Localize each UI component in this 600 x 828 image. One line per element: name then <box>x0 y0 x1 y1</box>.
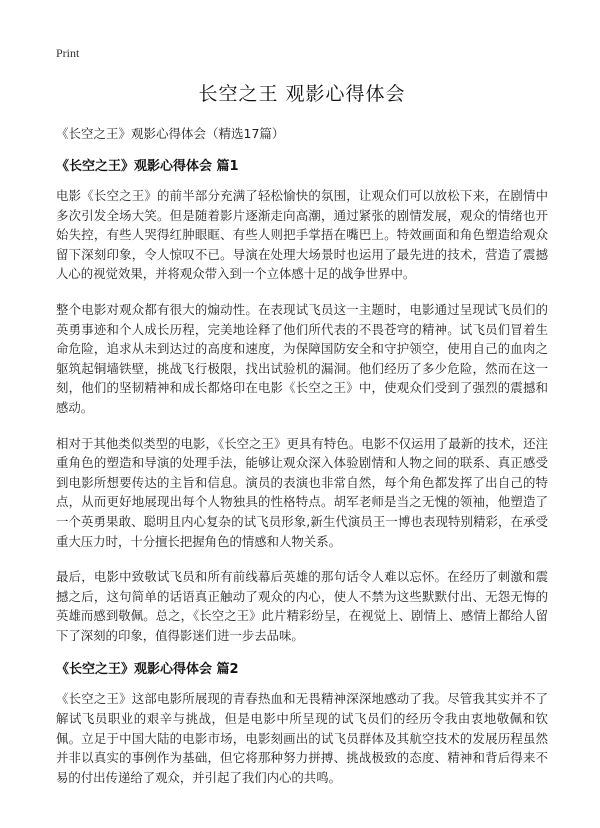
paragraph: 电影《长空之王》的前半部分充满了轻松愉快的氛围，让观众们可以放松下来，在剧情中多次引发全场大笑。但是随着影片逐渐走向高潮，通过紧张的剧情发展，观众的情绪也开始失控，有些人哭得红肿眼眶、有些人则把手掌捂在嘴巴上。特效画面和角色塑造给观众留下深刻印象，令人惊叹不已。导演在处理大场景时也运用了最先进的技术，营造了震撼人心的视觉效果，并将观众带入到一个立体感十足的战争世界中。 <box>56 188 548 282</box>
section-heading: 《长空之王》观影心得体会 篇1 <box>56 159 239 174</box>
section-2 <box>56 661 548 787</box>
section-1 <box>56 158 548 645</box>
page-title: 长空之王 观影心得体会 <box>198 83 406 105</box>
paragraph: 整个电影对观众都有很大的煽动性。在表现试飞员这一主题时，电影通过呈现试飞员们的英勇事迹和个人成长历程，完美地诠释了他们所代表的不畏苍穹的精神。试飞员们冒着生命危险，追求从未到达过的高度和速度，为保障国防安全和守护领空，使用自己的血肉之躯筑起铜墙铁壁，挑战飞行极限，找出试验机的漏洞。他们经历了多少危险，然而在这一刻，他们的坚韧精神和成长都烙印在电影《长空之王》中，使观众们受到了强烈的震撼和感动。 <box>56 301 548 415</box>
paragraph: 《长空之王》这部电影所展现的青春热血和无畏精神深深地感动了我。尽管我其实并不了解试飞员职业的艰辛与挑战，但是电影中所呈现的试飞员们的经历令我由衷地敬佩和钦佩。立足于中国大陆的电影市场，电影刻画出的试飞员群体及其航空技术的发展历程虽然并非以真实的事例作为基础，但它将那种努力拼搏、挑战极致的态度、精神和背后得来不易的付出传递给了观众，并引起了我们内心的共鸣。 <box>56 691 548 785</box>
document-subtitle: 《长空之王》观影心得体会（精选17篇） <box>56 126 285 141</box>
print-link[interactable]: Print <box>56 46 80 60</box>
section-heading: 《长空之王》观影心得体会 篇2 <box>56 662 239 678</box>
paragraph: 相对于其他类似类型的电影，《长空之王》更具有特色。电影不仅运用了最新的技术，还注重角色的塑造和导演的处理手法，能够让观众深入体验剧情和人物之间的联系、真正感受到电影所想要传达的主旨和信息。演员的表演也非常自然，每个角色都发挥了出自己的特点，从而更好地展现出每个人物独具的性格特点。胡军老师是当之无愧的领袖，他塑造了一个英勇果敢、聪明且内心复杂的试飞员形象,新生代演员王一博也表现特别精彩，在承受重大压力时，十分擅长把握角色的情感和人物关系。 <box>56 435 548 549</box>
paragraph: 最后，电影中致敬试飞员和所有前线幕后英雄的那句话令人难以忘怀。在经历了刺激和震撼之后，这句简单的话语真正触动了观众的内心，使人不禁为这些默默付出、无怨无悔的英雄而感到敬佩。总之，《长空之王》此片精彩纷呈，在视觉上、剧情上、感情上都给人留下了深刻的印象，值得影迷们进一步去品味。 <box>56 569 548 643</box>
